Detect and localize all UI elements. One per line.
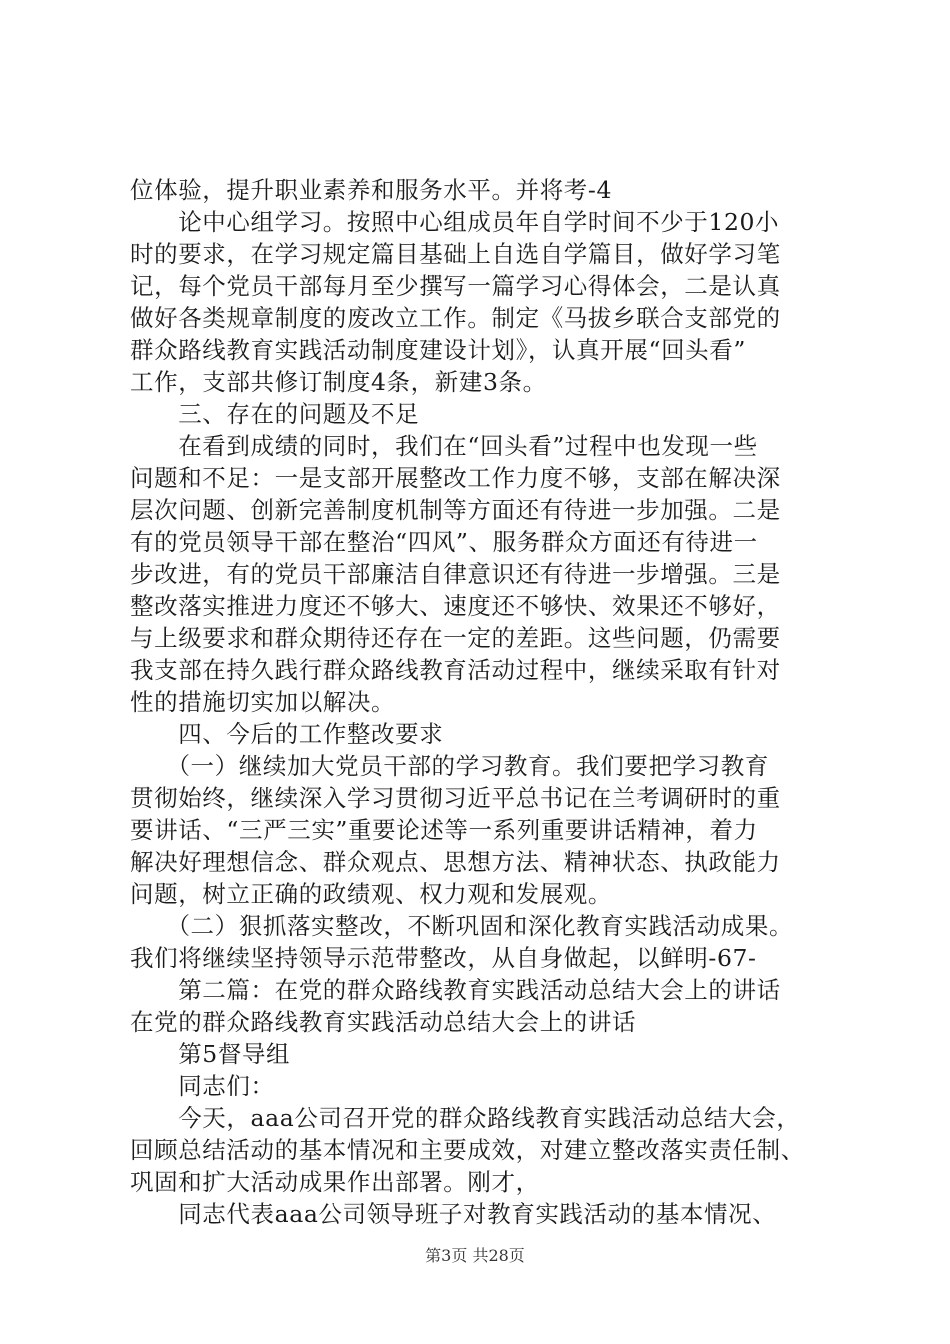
text-line: （一）继续加大党员干部的学习教育。我们要把学习教育 bbox=[130, 752, 769, 780]
text-line: 要讲话、“三严三实”重要论述等一系列重要讲话精神，着力 bbox=[130, 816, 758, 844]
text-line: 问题，树立正确的政绩观、权力观和发展观。 bbox=[130, 880, 612, 908]
text-line: 解决好理想信念、群众观点、思想方法、精神状态、执政能力 bbox=[130, 848, 781, 876]
text-line: 有的党员领导干部在整治“四风”、服务群众方面还有待进一 bbox=[130, 528, 758, 556]
text-line: 时的要求，在学习规定篇目基础上自选自学篇目，做好学习笔 bbox=[130, 240, 781, 268]
text-line: 层次问题、创新完善制度机制等方面还有待进一步加强。二是 bbox=[130, 496, 781, 524]
text-line: 记，每个党员干部每月至少撰写一篇学习心得体会，二是认真 bbox=[130, 272, 781, 300]
page-footer: 第3页 共28页 bbox=[425, 1246, 525, 1265]
text-line: 同志代表aaa公司领导班子对教育实践活动的基本情况、 bbox=[130, 1200, 777, 1228]
text-line: 步改进，有的党员干部廉洁自律意识还有待进一步增强。三是 bbox=[130, 560, 781, 588]
text-line: 群众路线教育实践活动制度建设计划》，认真开展“回头看” bbox=[130, 336, 746, 364]
section-heading: 四、今后的工作整改要求 bbox=[130, 720, 444, 748]
text-line: 性的措施切实加以解决。 bbox=[130, 688, 396, 716]
text-line: （二）狠抓落实整改，不断巩固和深化教育实践活动成果。 bbox=[130, 912, 794, 940]
text-line: 我们将继续坚持领导示范带整改，从自身做起，以鲜明-67- bbox=[130, 944, 757, 972]
text-line: 整改落实推进力度还不够大、速度还不够快、效果还不够好， bbox=[130, 592, 781, 620]
text-line: 回顾总结活动的基本情况和主要成效，对建立整改落实责任制、 bbox=[130, 1136, 805, 1164]
text-line: 问题和不足：一是支部开展整改工作力度不够，支部在解决深 bbox=[130, 464, 781, 492]
text-line: 贯彻始终，继续深入学习贯彻习近平总书记在兰考调研时的重 bbox=[130, 784, 781, 812]
text-line: 巩固和扩大活动成果作出部署。刚才， bbox=[130, 1168, 540, 1196]
text-line: 做好各类规章制度的废改立工作。制定《马拔乡联合支部党的 bbox=[130, 304, 781, 332]
text-line: 工作，支部共修订制度4条，新建3条。 bbox=[130, 368, 547, 396]
section-heading: 三、存在的问题及不足 bbox=[130, 400, 420, 428]
text-line: 与上级要求和群众期待还存在一定的差距。这些问题，仍需要 bbox=[130, 624, 781, 652]
article-subtitle: 在党的群众路线教育实践活动总结大会上的讲话 bbox=[130, 1008, 637, 1036]
salutation: 同志们： bbox=[130, 1072, 275, 1100]
text-line: 论中心组学习。按照中心组成员年自学时间不少于120小 bbox=[130, 208, 780, 236]
text-line: 今天，aaa公司召开党的群众路线教育实践活动总结大会， bbox=[130, 1104, 801, 1132]
text-line: 在看到成绩的同时，我们在“回头看”过程中也发现一些 bbox=[130, 432, 758, 460]
author-line: 第5督导组 bbox=[130, 1040, 291, 1068]
text-line: 位体验，提升职业素养和服务水平。并将考-4 bbox=[130, 176, 612, 204]
article-title: 第二篇：在党的群众路线教育实践活动总结大会上的讲话 bbox=[130, 976, 781, 1004]
text-line: 我支部在持久践行群众路线教育活动过程中，继续采取有针对 bbox=[130, 656, 781, 684]
